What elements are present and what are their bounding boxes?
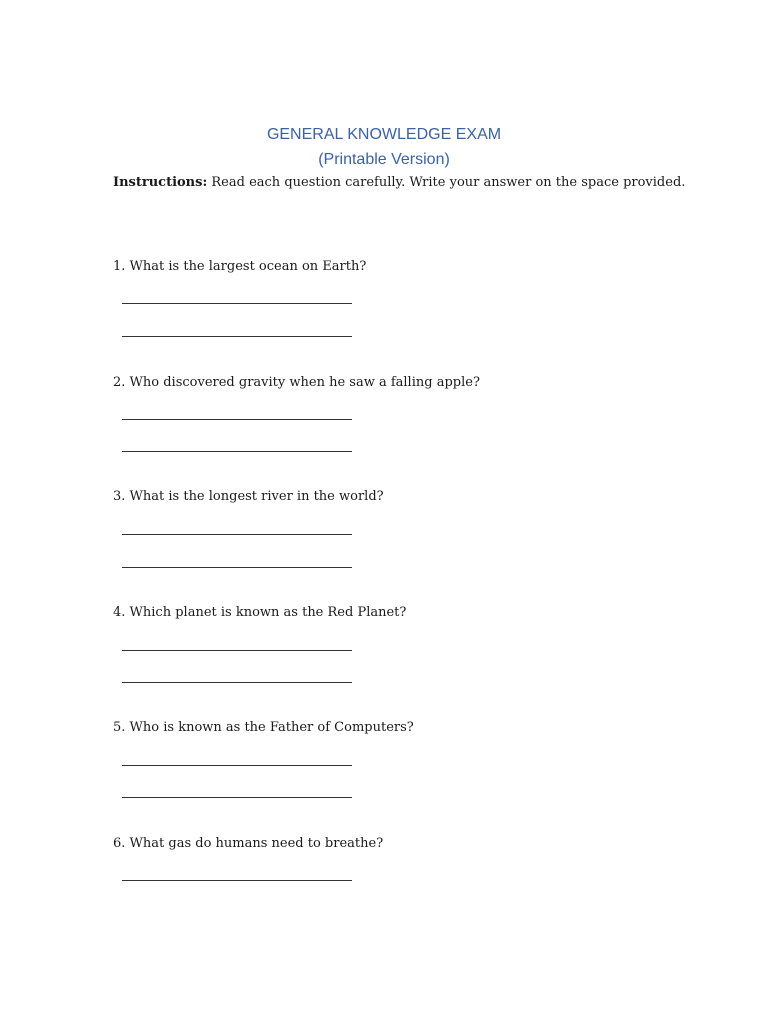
answer-line[interactable] xyxy=(122,765,352,766)
question-5: 5. Who is known as the Father of Computers? xyxy=(113,720,414,735)
question-2: 2. Who discovered gravity when he saw a falling apple? xyxy=(113,375,480,390)
answer-line[interactable] xyxy=(122,682,352,683)
answer-line[interactable] xyxy=(122,880,352,881)
answer-line[interactable] xyxy=(122,797,352,798)
exam-subtitle: (Printable Version) xyxy=(318,151,450,168)
exam-title: GENERAL KNOWLEDGE EXAM xyxy=(266,126,502,143)
answer-line[interactable] xyxy=(122,650,352,651)
answer-line[interactable] xyxy=(122,303,352,304)
answer-line[interactable] xyxy=(122,336,352,337)
instructions xyxy=(113,175,685,190)
question-1: 1. What is the largest ocean on Earth? xyxy=(113,259,367,274)
answer-line[interactable] xyxy=(122,419,352,420)
question-4: 4. Which planet is known as the Red Planet? xyxy=(113,605,407,620)
instructions-label: Instructions: xyxy=(113,175,208,190)
answer-line[interactable] xyxy=(122,567,352,568)
question-6: 6. What gas do humans need to breathe? xyxy=(113,836,384,851)
instructions-text: Read each question carefully. Write your answer on the space provided. xyxy=(207,175,686,190)
question-3: 3. What is the longest river in the world? xyxy=(113,489,384,504)
answer-line[interactable] xyxy=(122,451,352,452)
answer-line[interactable] xyxy=(122,534,352,535)
